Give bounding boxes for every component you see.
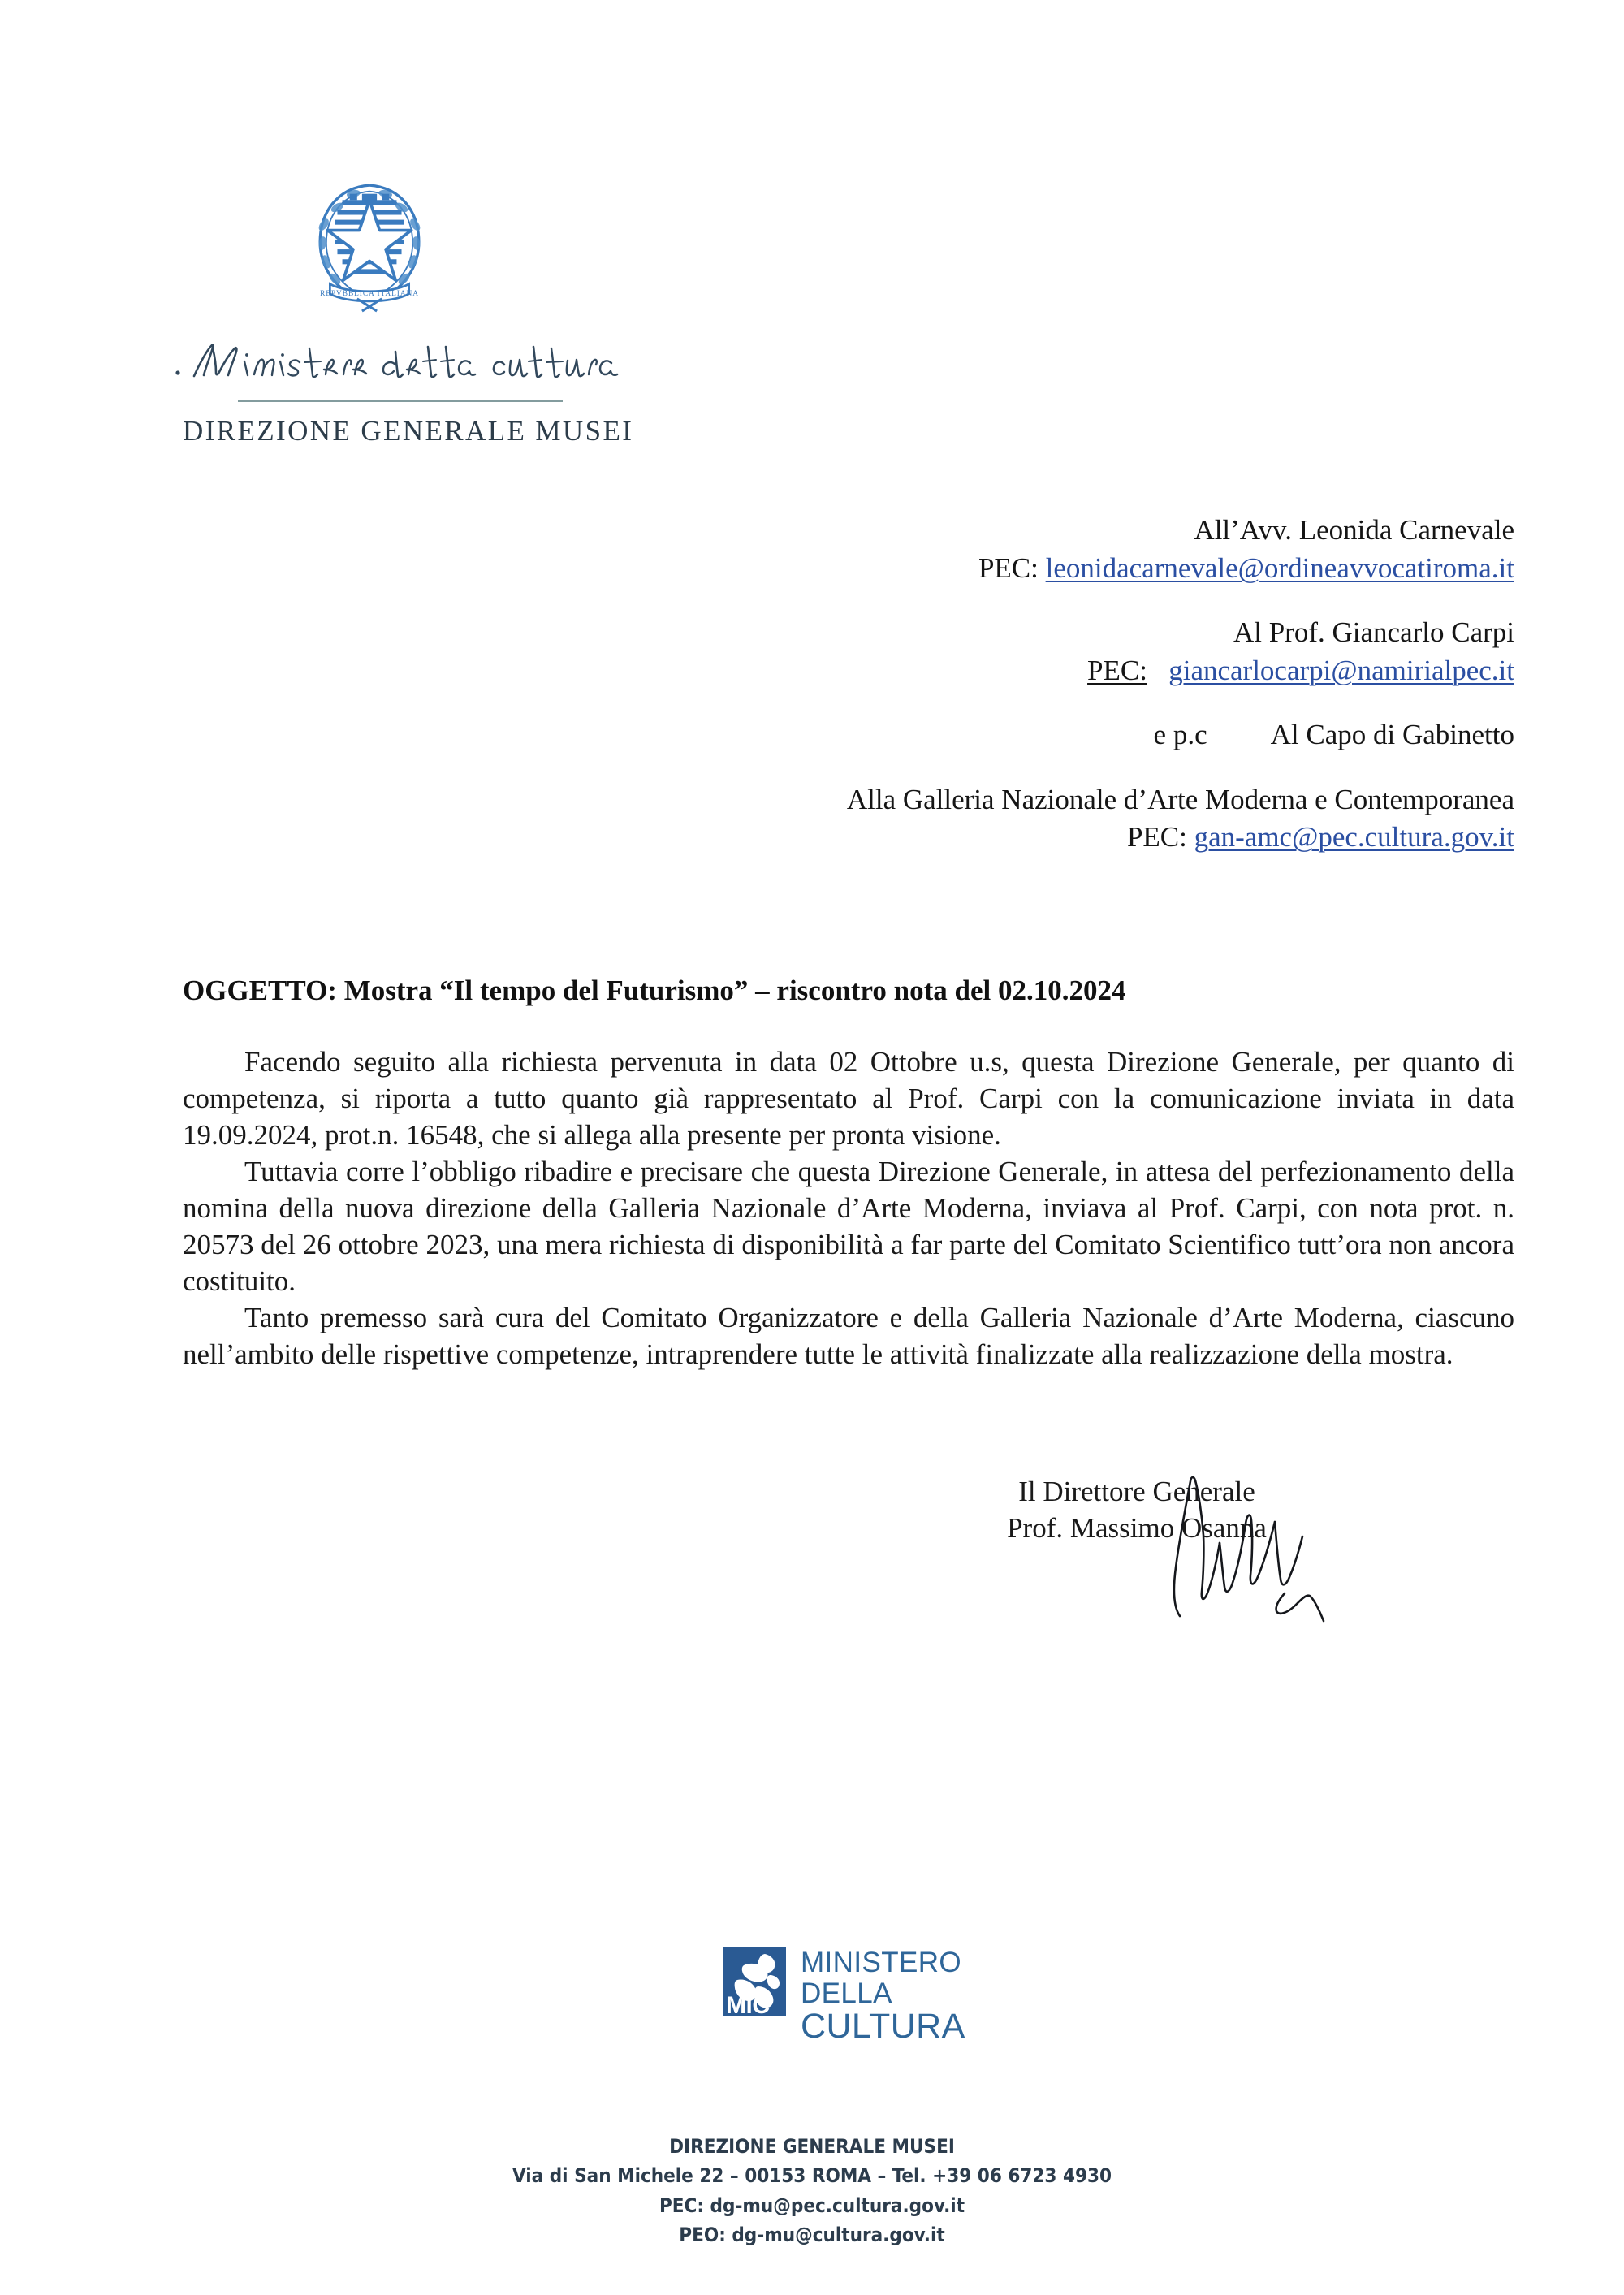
mic-wordmark: [801, 1947, 965, 2044]
emblem-of-italy-icon: [308, 175, 431, 314]
cc-label: e p.c: [1153, 719, 1207, 751]
pec-label: PEC:: [1126, 821, 1187, 854]
pec-email-link[interactable]: gan-amc@pec.cultura.gov.it: [1194, 821, 1514, 854]
mic-mark-icon: [723, 1947, 786, 2019]
addressee-4-pec: [520, 819, 1514, 857]
footer-line-4: PEO: dg-mu@cultura.gov.it: [679, 2224, 945, 2247]
body-paragraph-1: Facendo seguito alla richiesta pervenuta in data 02 Ottobre u.s, questa Direzione Generale, per quanto di competenza, si riporta a tutto quanto già rappresentato al Prof. Carpi con la comunicazione inviata in data 19.09.2024, prot.n. 16548, che si allega alla presente per pronta visione.: [183, 1046, 1514, 1151]
pec-email-link[interactable]: leonidacarnevale@ordineavvocatiroma.it: [1045, 551, 1514, 584]
addressee-2-name: Al Prof. Giancarlo Carpi: [1233, 616, 1514, 649]
addressee-3-name: Al Capo di Gabinetto: [1270, 719, 1514, 751]
pec-label: PEC:: [1087, 654, 1147, 686]
signature-block: [909, 1474, 1364, 1547]
letterhead-divider: [238, 400, 563, 402]
mic-line-ministero: MINISTERO: [801, 1947, 962, 1978]
addressee-4-name: Alla Galleria Nazionale d’Arte Moderna e Contemporanea: [846, 783, 1514, 815]
emblem-container: [85, 175, 654, 314]
addressee-3-line: [520, 716, 1514, 754]
body-paragraph-3: Tanto premesso sarà cura del Comitato Organizzatore e della Galleria Nazionale d’Arte Moderna, ciascuno nell’ambito delle rispettive competenze, intraprendere tutte le attività finalizzate alla realizzazione della mostra.: [183, 1301, 1514, 1370]
signature-title: Il Direttore Generale: [1018, 1476, 1255, 1507]
letterhead: [183, 175, 751, 447]
addressee-1-name: All’Avv. Leonida Carnevale: [1194, 514, 1514, 546]
signature-name: Prof. Massimo Osanna: [1007, 1511, 1267, 1544]
addressee-1-pec: [520, 550, 1514, 588]
department-title: DIREZIONE GENERALE MUSEI: [183, 415, 634, 447]
addressee-3: [520, 716, 1514, 754]
mic-line-cultura: CULTURA: [801, 2007, 965, 2046]
footer-line-3: PEC: dg-mu@pec.cultura.gov.it: [659, 2193, 965, 2217]
pec-label: PEC:: [978, 551, 1039, 584]
ministry-script-wordmark: [166, 332, 621, 389]
subject-line: OGGETTO: Mostra “Il tempo del Futurismo” – riscontro nota del 02.10.2024: [183, 975, 1126, 1006]
svg-text:REPVBBLICA ITALIANA: REPVBBLICA ITALIANA: [320, 290, 419, 299]
addressee-block: [520, 512, 1514, 857]
mic-line-della: DELLA: [801, 1977, 892, 2009]
ministero-della-cultura-logo: [723, 1947, 965, 2044]
addressee-4: [520, 781, 1514, 857]
pec-email-link[interactable]: giancarlocarpi@namirialpec.it: [1168, 654, 1514, 686]
addressee-1: [520, 512, 1514, 587]
letter-body: [183, 1044, 1514, 1373]
footer-line-2: Via di San Michele 22 – 00153 ROMA – Tel. +39 06 6723 4930: [512, 2164, 1112, 2188]
footer-line-1: DIREZIONE GENERALE MUSEI: [669, 2135, 955, 2158]
mic-abbreviation: MiC: [726, 1992, 770, 2019]
addressee-2-pec: [520, 652, 1514, 690]
page-footer: [0, 2132, 1624, 2250]
body-paragraph-2: Tuttavia corre l’obbligo ribadire e precisare che questa Direzione Generale, in attesa del perfezionamento della nomina della nuova direzione della Galleria Nazionale d’Arte Moderna, inviava al Prof. Carpi, con nota prot. n. 20573 del 26 ottobre 2023, una mera richiesta di disponibilità a far parte del Comitato Scientifico tutt’ora non ancora costituito.: [183, 1155, 1514, 1297]
addressee-2: [520, 614, 1514, 689]
